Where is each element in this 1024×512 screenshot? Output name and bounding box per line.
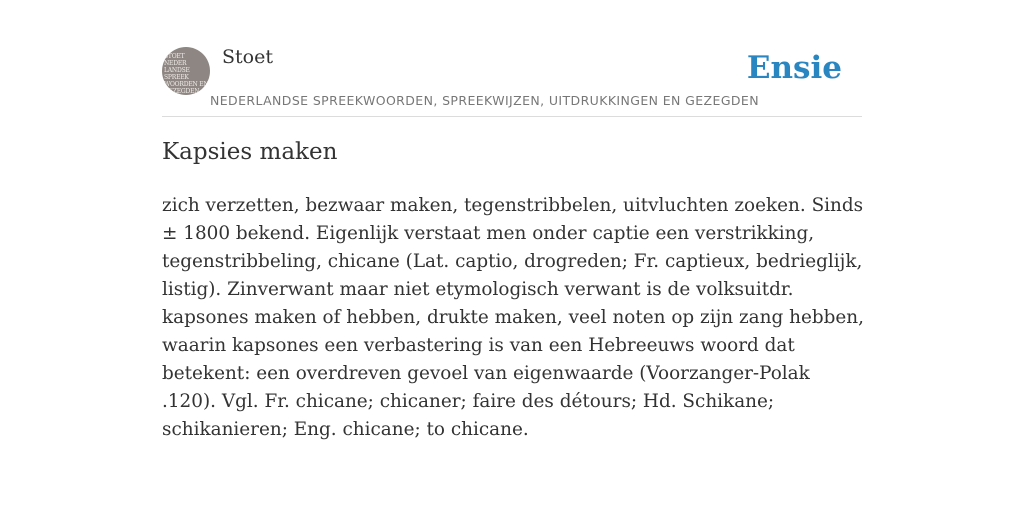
source-header <box>162 46 862 117</box>
source-subtitle: NEDERLANDSE SPREEKWOORDEN, SPREEKWIJZEN, UITDRUKKINGEN EN GEZEGDEN <box>210 93 759 108</box>
source-name[interactable]: Stoet <box>222 46 273 68</box>
entry-body: zich verzetten, bezwaar maken, tegenstribbelen, uitvluchten zoeken. Sinds ± 1800 bekend. Eigenlijk verstaat men onder captie een verstrikking, tegenstribbeling, chicane (Lat. captio, drogreden; Fr. captieux, bedrieglijk, listig). Zinverwant maar niet etymologisch verwant is de volksuitdr. kapsones maken of hebben, drukte maken, veel noten op zijn zang hebben, waarin kapsones een verbastering is van een Hebreeuws woord dat betekent: een overdreven gevoel van eigenwaarde (Voorzanger-Polak .120). Vgl. Fr. chicane; chicaner; faire des détours; Hd. Schikane; schikanieren; Eng. chicane; to chicane. <box>162 195 864 440</box>
brand-logo[interactable]: Ensie <box>746 50 842 86</box>
avatar-text: STOET NEDER LANDSE SPREEK WOORDEN EN GEZEGDEN <box>164 53 209 95</box>
source-avatar[interactable] <box>162 47 210 95</box>
entry-title: Kapsies maken <box>162 139 338 165</box>
